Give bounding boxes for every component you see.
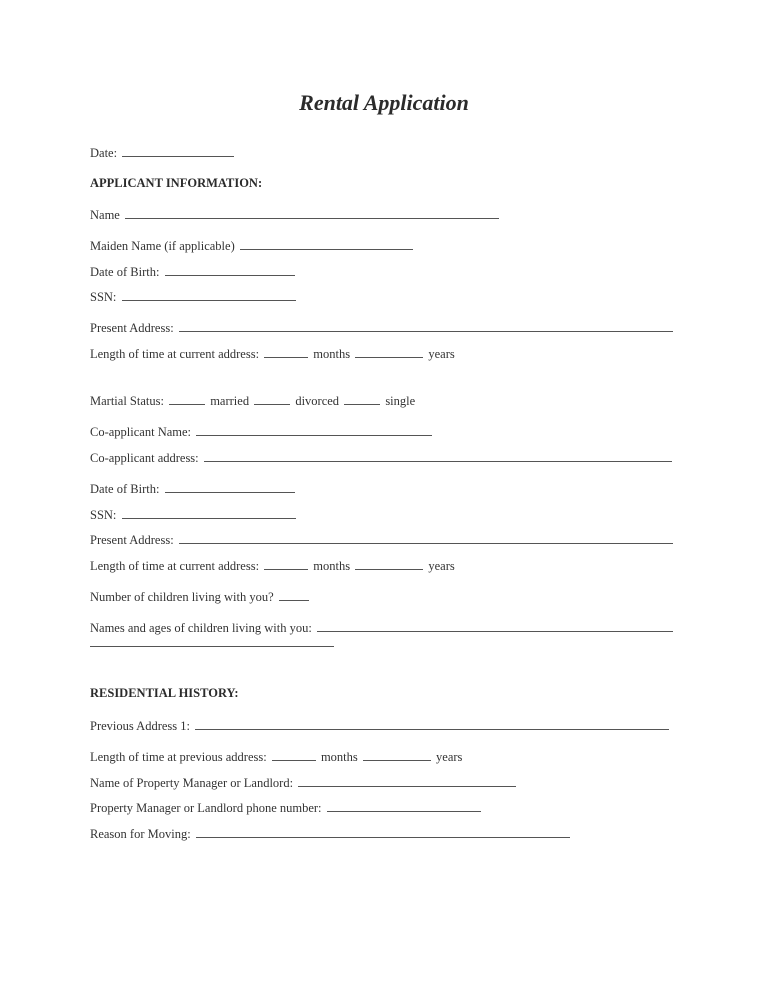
co-applicant-present-address-field[interactable] [179, 531, 673, 544]
co-applicant-months-field[interactable] [264, 557, 308, 570]
years-field[interactable] [355, 345, 423, 358]
previous-address-field[interactable] [195, 717, 669, 730]
co-applicant-dob-label: Date of Birth: [90, 482, 160, 496]
co-applicant-length-row [90, 557, 455, 574]
children-names-field[interactable] [317, 619, 673, 632]
reason-for-moving-row [90, 825, 572, 842]
co-applicant-address-field[interactable] [204, 449, 672, 462]
present-address-field[interactable] [179, 319, 673, 332]
maiden-name-label: Maiden Name (if applicable) [90, 239, 235, 253]
married-label: married [210, 394, 250, 408]
reason-for-moving-label: Reason for Moving: [90, 827, 191, 841]
maiden-name-row [90, 237, 415, 254]
date-of-birth-row [90, 263, 297, 280]
ssn-label: SSN: [90, 290, 117, 304]
page-title: Rental Application [299, 90, 469, 115]
manager-phone-row [90, 799, 483, 816]
maiden-name-field[interactable] [240, 237, 413, 250]
name-label: Name [90, 208, 120, 222]
single-label: single [385, 394, 416, 408]
years-label: years [428, 347, 455, 361]
co-applicant-present-address-row [90, 531, 675, 548]
previous-address-row [90, 717, 671, 734]
co-applicant-dob-row [90, 480, 297, 497]
previous-years-label: years [436, 750, 463, 764]
months-label: months [313, 347, 351, 361]
ssn-row [90, 288, 298, 305]
name-field[interactable] [125, 206, 499, 219]
divorced-field[interactable] [254, 392, 290, 405]
manager-name-row [90, 774, 518, 791]
co-applicant-ssn-row [90, 506, 298, 523]
length-at-address-row [90, 345, 455, 362]
single-field[interactable] [344, 392, 380, 405]
applicant-information-heading: APPLICANT INFORMATION: [90, 176, 263, 190]
co-applicant-months-label: months [313, 559, 351, 573]
date-of-birth-label: Date of Birth: [90, 265, 160, 279]
co-applicant-address-label: Co-applicant address: [90, 451, 199, 465]
previous-address-label: Previous Address 1: [90, 719, 190, 733]
manager-name-field[interactable] [298, 774, 516, 787]
divorced-label: divorced [295, 394, 340, 408]
length-at-address-label: Length of time at current address: [90, 347, 260, 361]
previous-years-field[interactable] [363, 748, 431, 761]
co-applicant-name-label: Co-applicant Name: [90, 425, 192, 439]
co-applicant-present-address-label: Present Address: [90, 533, 174, 547]
manager-phone-field[interactable] [327, 799, 481, 812]
co-applicant-address-row [90, 449, 674, 466]
reason-for-moving-field[interactable] [196, 825, 570, 838]
date-of-birth-field[interactable] [165, 263, 295, 276]
date-row [90, 144, 236, 161]
manager-name-label: Name of Property Manager or Landlord: [90, 776, 294, 790]
children-count-row [90, 588, 311, 605]
children-names-label: Names and ages of children living with you: [90, 621, 312, 635]
previous-months-field[interactable] [272, 748, 316, 761]
co-applicant-dob-field[interactable] [165, 480, 295, 493]
name-row [90, 206, 501, 223]
co-applicant-name-row [90, 423, 434, 440]
co-applicant-length-label: Length of time at current address: [90, 559, 260, 573]
previous-months-label: months [320, 750, 358, 764]
manager-phone-label: Property Manager or Landlord phone number: [90, 801, 322, 815]
date-label: Date: [90, 146, 118, 160]
previous-length-row [90, 748, 462, 765]
ssn-field[interactable] [122, 288, 296, 301]
present-address-label: Present Address: [90, 321, 174, 335]
date-field[interactable] [122, 144, 234, 157]
co-applicant-ssn-label: SSN: [90, 508, 117, 522]
children-names-continuation-field[interactable] [90, 646, 334, 647]
co-applicant-name-field[interactable] [196, 423, 432, 436]
co-applicant-years-label: years [428, 559, 455, 573]
children-names-row [90, 619, 675, 636]
present-address-row [90, 319, 675, 336]
marital-status-row [90, 392, 415, 409]
residential-history-heading: RESIDENTIAL HISTORY: [90, 686, 239, 700]
marital-status-label: Martial Status: [90, 394, 164, 408]
previous-length-label: Length of time at previous address: [90, 750, 267, 764]
months-field[interactable] [264, 345, 308, 358]
co-applicant-ssn-field[interactable] [122, 506, 296, 519]
children-count-label: Number of children living with you? [90, 590, 274, 604]
co-applicant-years-field[interactable] [355, 557, 423, 570]
married-field[interactable] [169, 392, 205, 405]
children-count-field[interactable] [279, 588, 309, 601]
